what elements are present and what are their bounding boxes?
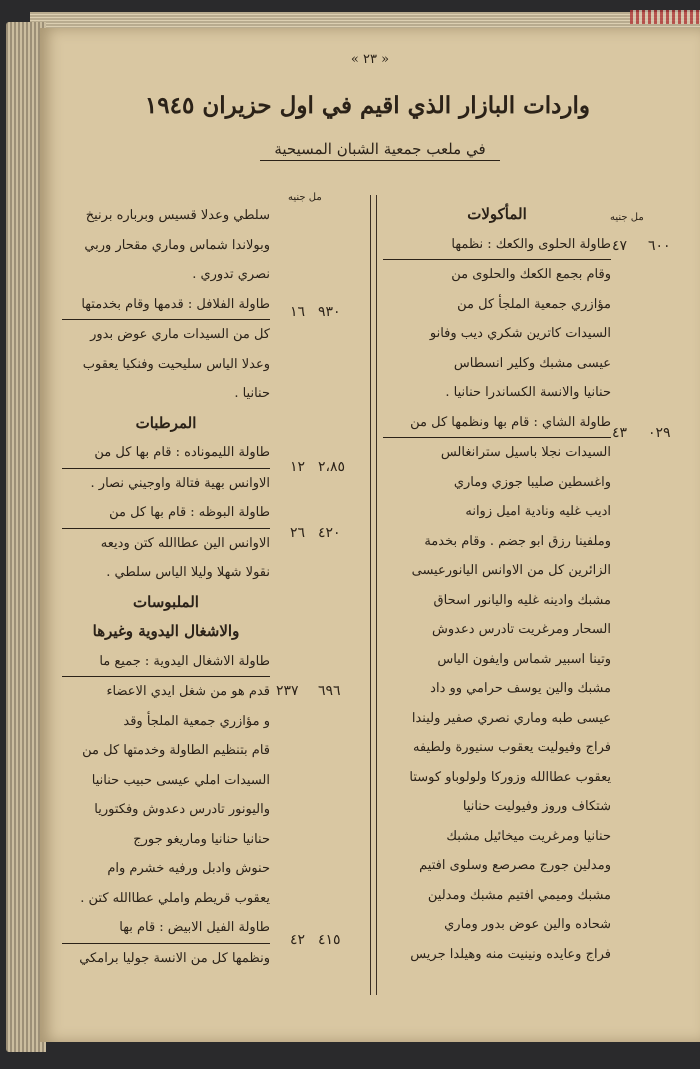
text-line: يعقوب عطاالله وزوركا ولولوباو كوستا <box>409 769 611 785</box>
text-line: السيدات املي عيسى حبيب حنانيا <box>91 772 270 788</box>
text-line: مشبك والين يوسف حرامي وو داد <box>430 681 611 696</box>
text-line: قام بتنظيم الطاولة وخدمتها كل من <box>82 743 270 758</box>
amount-pounds: ٤٧ <box>612 238 628 254</box>
text-line: السيدات نجلا باسيل سترانغالس <box>440 445 611 460</box>
currency-header-right: مل جنيه <box>610 212 644 223</box>
text-line: السيدات كاترين شكري ديب وفانو <box>429 326 611 341</box>
text-line: قدم هو من شغل ايدي الاعضاء <box>106 684 270 699</box>
text-line: شتكاف وروز وفيوليت حنانيا <box>462 799 611 814</box>
amount-millimes: ٦٠٠ <box>648 238 671 254</box>
text-line: عيسى طبه وماري نصري صفير وليندا <box>411 710 611 726</box>
amount-pounds: ٢٣٧ <box>276 683 299 699</box>
text-line: اديب غليه ونادية اميل زوانه <box>465 504 611 519</box>
text-line: الاوانس بهية فتالة واوجيني نصار . <box>90 475 270 491</box>
text-line: طاولة الحلوى والكعك : نظمها <box>383 230 611 261</box>
text-line: مؤازري جمعية الملجأ كل من <box>457 296 611 312</box>
left-column <box>62 201 270 973</box>
text-line: الاوانس الين عطاالله كتن وديعه <box>100 535 270 551</box>
text-line: حنانيا والانسة الكساندرا حنانيا . <box>445 385 611 400</box>
amount-pounds: ١٦ <box>290 304 306 320</box>
text-line: فراج وفيوليت يعقوب سنيورة ولطيفه <box>412 740 611 755</box>
text-line: الزائرين كل من الاوانس اليانورعيسى <box>411 563 611 578</box>
text-line: شحاده والين عوض بدور وماري <box>444 917 611 932</box>
amount-millimes: ٠٢٩ <box>648 425 671 441</box>
amount-pounds: ٤٣ <box>612 425 628 441</box>
text-line: واغسطين صليبا جوزي وماري <box>453 474 611 490</box>
text-line: طاولة الليموناده : قام بها كل من <box>62 438 270 469</box>
text-line: سلطي وعدلا قسيس وبرباره برنيخ <box>85 208 270 223</box>
amount-millimes: ٢،٨٥ <box>318 459 346 475</box>
right-column <box>383 200 611 969</box>
text-line: كل من السيدات ماري عوض بدور <box>90 327 270 342</box>
text-line: مشبك وميمي افتيم مشبك ومدلين <box>427 887 611 903</box>
amount-pounds: ١٢ <box>290 459 306 475</box>
column-divider <box>370 195 377 995</box>
text-line: حنوش وادبل ورفيه خشرم وام <box>107 861 270 876</box>
text-line: طاولة الفلافل : قدمها وقام بخدمتها <box>62 290 270 321</box>
text-line: وعدلا الياس سليحيت وفنكيا يعقوب <box>82 356 270 372</box>
bookmark-ribbon <box>630 10 700 24</box>
text-line: مشبك وادينه غليه واليانور اسحاق <box>433 592 611 608</box>
text-line: واليونور تادرس دعدوش وفكتوريا <box>94 802 270 817</box>
amount-pounds: ٢٦ <box>290 525 306 541</box>
text-line: طاولة الاشغال اليدوية : جميع ما <box>62 647 270 678</box>
text-line: وقام بجمع الكعك والحلوى من <box>451 267 611 282</box>
section-heading-food: المأكولات <box>467 205 527 223</box>
text-line: حنانيا . <box>234 386 270 401</box>
text-line: نصري تدوري . <box>192 267 270 282</box>
text-line: و مؤازري جمعية الملجأ وقد <box>123 713 270 729</box>
amount-millimes: ٤١٥ <box>318 932 341 948</box>
text-line: وتينا اسبير شماس وايفون الياس <box>437 651 611 667</box>
text-line: ومدلين جورج مصرصع وسلوى افتيم <box>419 858 611 873</box>
amount-pounds: ٤٢ <box>290 932 306 948</box>
text-line: حنانيا حنانيا وماريغو جورج <box>133 831 270 847</box>
currency-header-left: مل جنيه <box>288 192 322 203</box>
section-heading-clothing: الملبوسات <box>133 592 199 611</box>
page-subtitle: في ملعب جمعية الشبان المسيحية <box>260 140 500 161</box>
amount-millimes: ٦٩٦ <box>318 683 341 699</box>
text-line: نقولا شهلا وليلا الياس سلطي . <box>106 565 270 580</box>
text-line: طاولة الفيل الابيض : قام بها <box>62 913 270 944</box>
text-line: طاولة الشاي : قام بها ونظمها كل من <box>383 408 611 439</box>
text-line: السحار ومرغريت تادرس دعدوش <box>432 622 611 637</box>
text-line: يعقوب قريطم واملي عطاالله كتن . <box>80 890 270 906</box>
text-line: طاولة البوظه : قام بها كل من <box>62 498 270 529</box>
page-number: « ٢٣ » <box>350 52 390 67</box>
section-heading-handicrafts: والاشغال اليدوية وغيرها <box>92 622 240 640</box>
text-line: عيسى مشبك وكلير انسطاس <box>453 355 611 371</box>
amount-millimes: ٤٢٠ <box>318 525 341 541</box>
text-line: وبولاندا شماس وماري مقحار وربي <box>84 237 270 253</box>
text-line: وملفينا رزق ابو جضم . وقام بخدمة <box>424 533 611 549</box>
text-line: ونظمها كل من الانسة جوليا برامكي <box>79 950 270 966</box>
text-line: فراج وعايده ونينيت منه وهيلدا جريس <box>410 946 611 962</box>
amount-millimes: ٩٣٠ <box>318 304 341 320</box>
section-heading-refreshments: المرطبات <box>135 413 197 432</box>
page-title: واردات البازار الذي اقيم في اول حزيران ١٩٤٥ <box>144 92 590 119</box>
text-line: حنانيا ومرغريت ميخائيل مشبك <box>446 828 611 844</box>
